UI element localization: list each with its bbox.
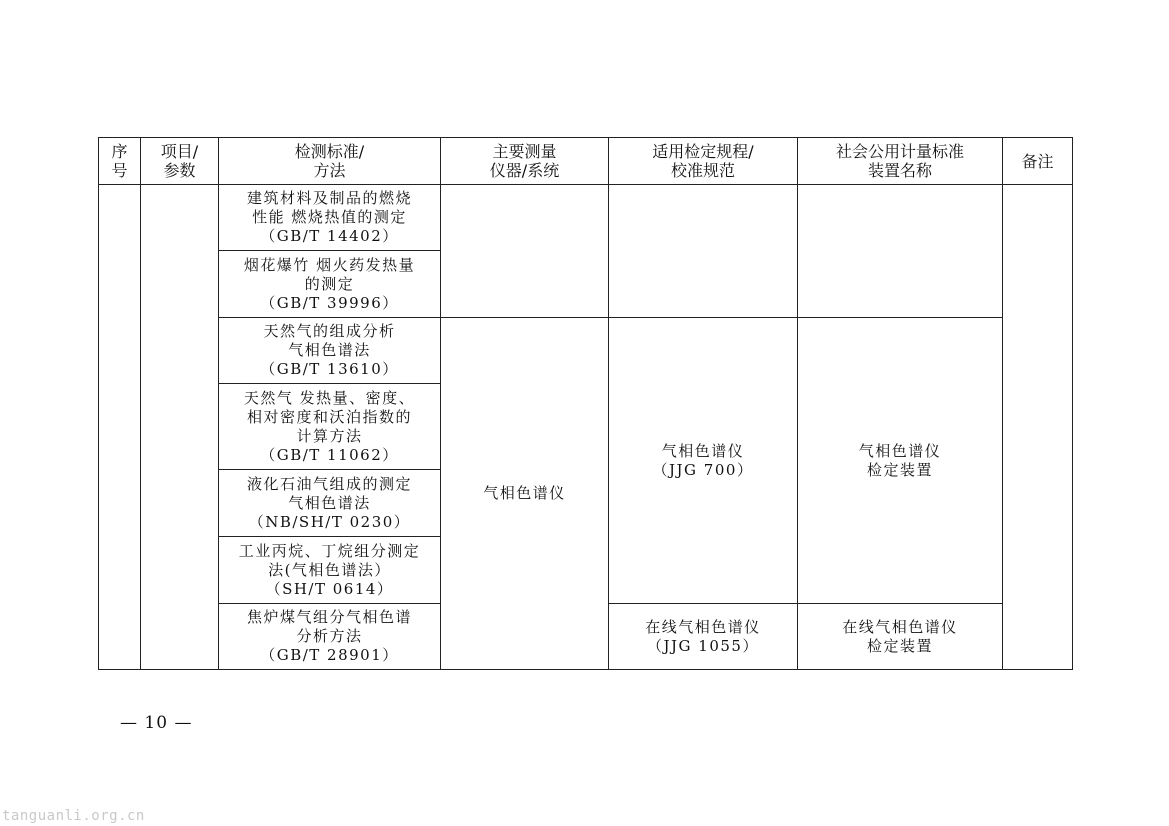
instrument-cell-gc: 气相色谱仪 (441, 318, 609, 670)
header-seq: 序 号 (99, 138, 141, 185)
remark-cell (1003, 185, 1073, 670)
header-row (99, 138, 1073, 185)
regulation-cell-gc: 气相色谱仪 （JJG 700） (609, 318, 798, 604)
header-remark: 备注 (1003, 138, 1073, 185)
standard-cell: 建筑材料及制品的燃烧 性能 燃烧热值的测定 （GB/T 14402） (219, 185, 441, 251)
table-row (99, 185, 1073, 251)
table-row (99, 318, 1073, 384)
header-standard: 检测标准/ 方法 (219, 138, 441, 185)
header-regulation: 适用检定规程/ 校准规范 (609, 138, 798, 185)
standard-cell: 烟花爆竹 烟火药发热量 的测定 （GB/T 39996） (219, 251, 441, 318)
header-item: 项目/ 参数 (141, 138, 219, 185)
device-cell-empty (798, 185, 1003, 318)
standard-cell: 焦炉煤气组分气相色谱 分析方法 （GB/T 28901） (219, 604, 441, 670)
regulation-cell-empty (609, 185, 798, 318)
standards-table (98, 137, 1073, 670)
header-device: 社会公用计量标准 装置名称 (798, 138, 1003, 185)
standard-cell: 工业丙烷、丁烷组分测定 法(气相色谱法） （SH/T 0614） (219, 537, 441, 604)
device-cell-gc: 气相色谱仪 检定装置 (798, 318, 1003, 604)
item-cell (141, 185, 219, 670)
standard-cell: 天然气 发热量、密度、 相对密度和沃泊指数的 计算方法 （GB/T 11062） (219, 384, 441, 470)
watermark: tanguanli.org.cn (2, 808, 145, 824)
standard-cell: 液化石油气组成的测定 气相色谱法 （NB/SH/T 0230） (219, 470, 441, 537)
header-instrument: 主要测量 仪器/系统 (441, 138, 609, 185)
instrument-cell-empty (441, 185, 609, 318)
standard-cell: 天然气的组成分析 气相色谱法 （GB/T 13610） (219, 318, 441, 384)
regulation-cell-online: 在线气相色谱仪 （JJG 1055） (609, 604, 798, 670)
seq-cell (99, 185, 141, 670)
page-number: — 10 — (120, 713, 193, 733)
device-cell-online: 在线气相色谱仪 检定装置 (798, 604, 1003, 670)
